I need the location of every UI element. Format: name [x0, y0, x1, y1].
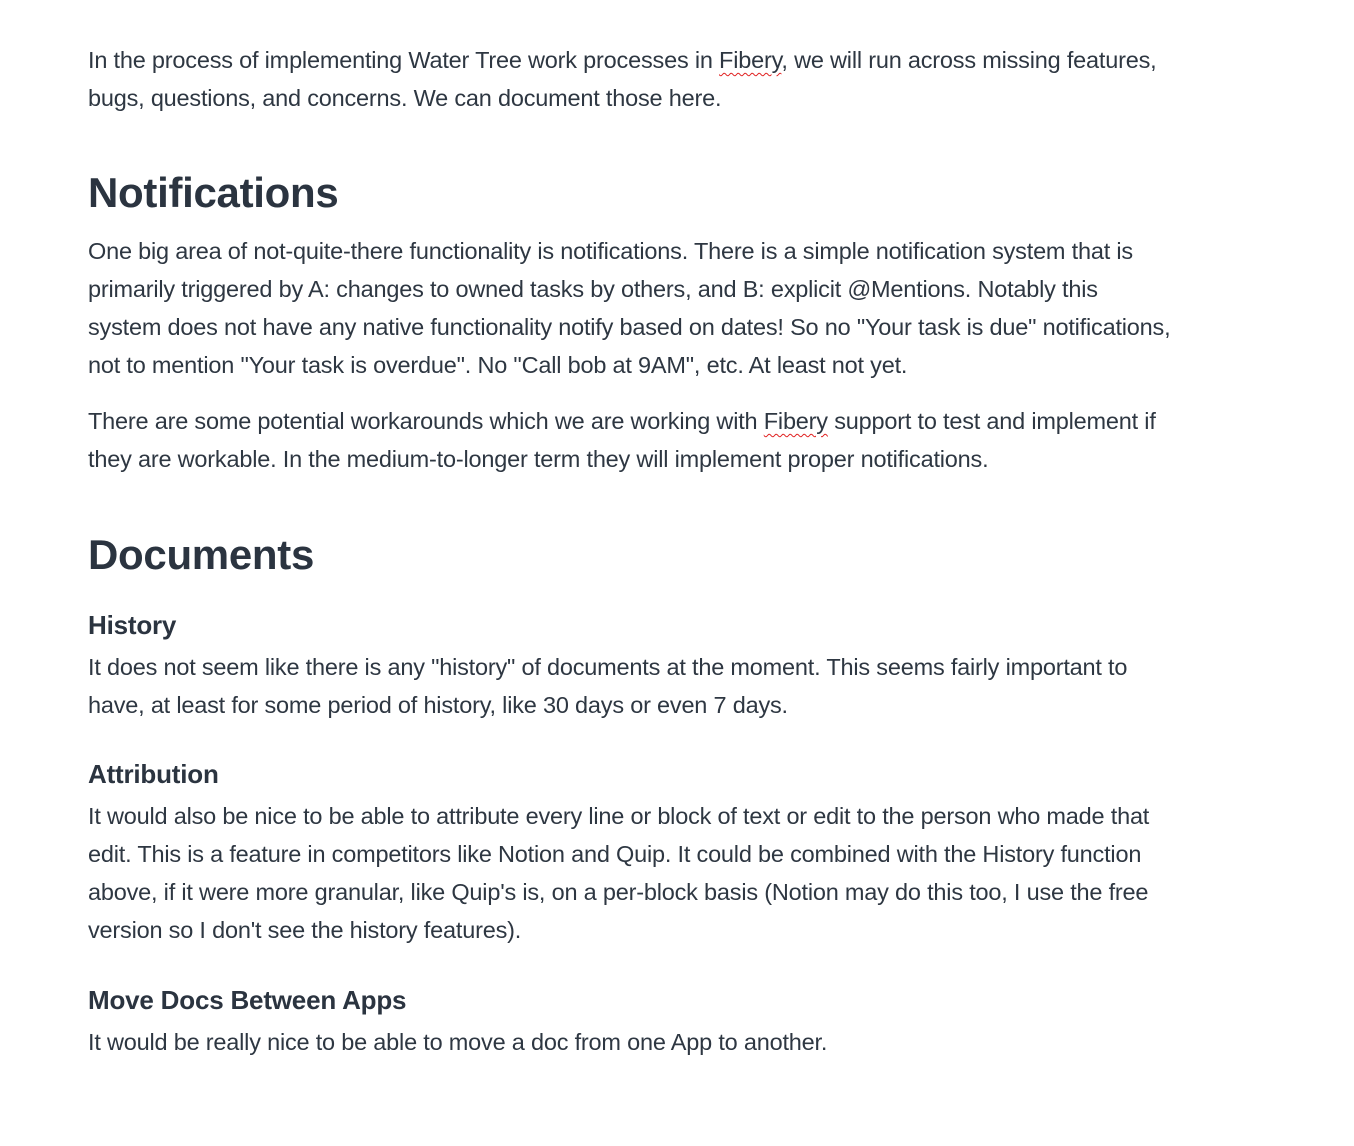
intro-paragraph: [88, 41, 1173, 117]
notifications-paragraph-2: [88, 402, 1173, 478]
document-body[interactable]: [88, 41, 1173, 1061]
history-paragraph: It does not seem like there is any "history" of documents at the moment. This seems fairly important to have, at least for some period of history, like 30 days or even 7 days.: [88, 654, 1128, 718]
documents-heading: Documents: [88, 531, 315, 578]
notifications-paragraph-1: One big area of not-quite-there functionality is notifications. There is a simple notification system that is primarily triggered by A: changes to owned tasks by others, and B: explicit @Mentions. Notably this system does not have any native functionality notify based on dates! So no "Your task is due" notifications, not to mention "Your task is overdue". No "Call bob at 9AM", etc. At least not yet.: [88, 238, 1171, 378]
attribution-paragraph: It would also be nice to be able to attribute every line or block of text or edit to the person who made that edit. This is a feature in competitors like Notion and Quip. It could be combined with the History function above, if it were more granular, like Quip's is, on a per-block basis (Notion may do this too, I use the free version so I don't see the history features).: [88, 803, 1150, 943]
notifications-p2-text-before: There are some potential workarounds which we are working with: [88, 408, 764, 434]
intro-text-before: In the process of implementing Water Tree work processes in: [88, 47, 720, 73]
move-docs-heading: Move Docs Between Apps: [88, 985, 407, 1015]
misspelled-word-fibery[interactable]: Fibery: [719, 47, 782, 73]
attribution-heading: Attribution: [88, 759, 219, 789]
intro-text-after: , we will run across missing features, bugs, questions, and concerns. We can document those here.: [88, 47, 1157, 111]
move-docs-paragraph: It would be really nice to be able to move a doc from one App to another.: [88, 1029, 828, 1055]
history-heading: History: [88, 610, 177, 640]
notifications-heading: Notifications: [88, 169, 339, 216]
misspelled-word-fibery[interactable]: Fibery: [763, 408, 828, 434]
notifications-p2-text-after: support to test and implement if they are workable. In the medium-to-longer term they will implement proper notifications.: [88, 408, 1156, 472]
